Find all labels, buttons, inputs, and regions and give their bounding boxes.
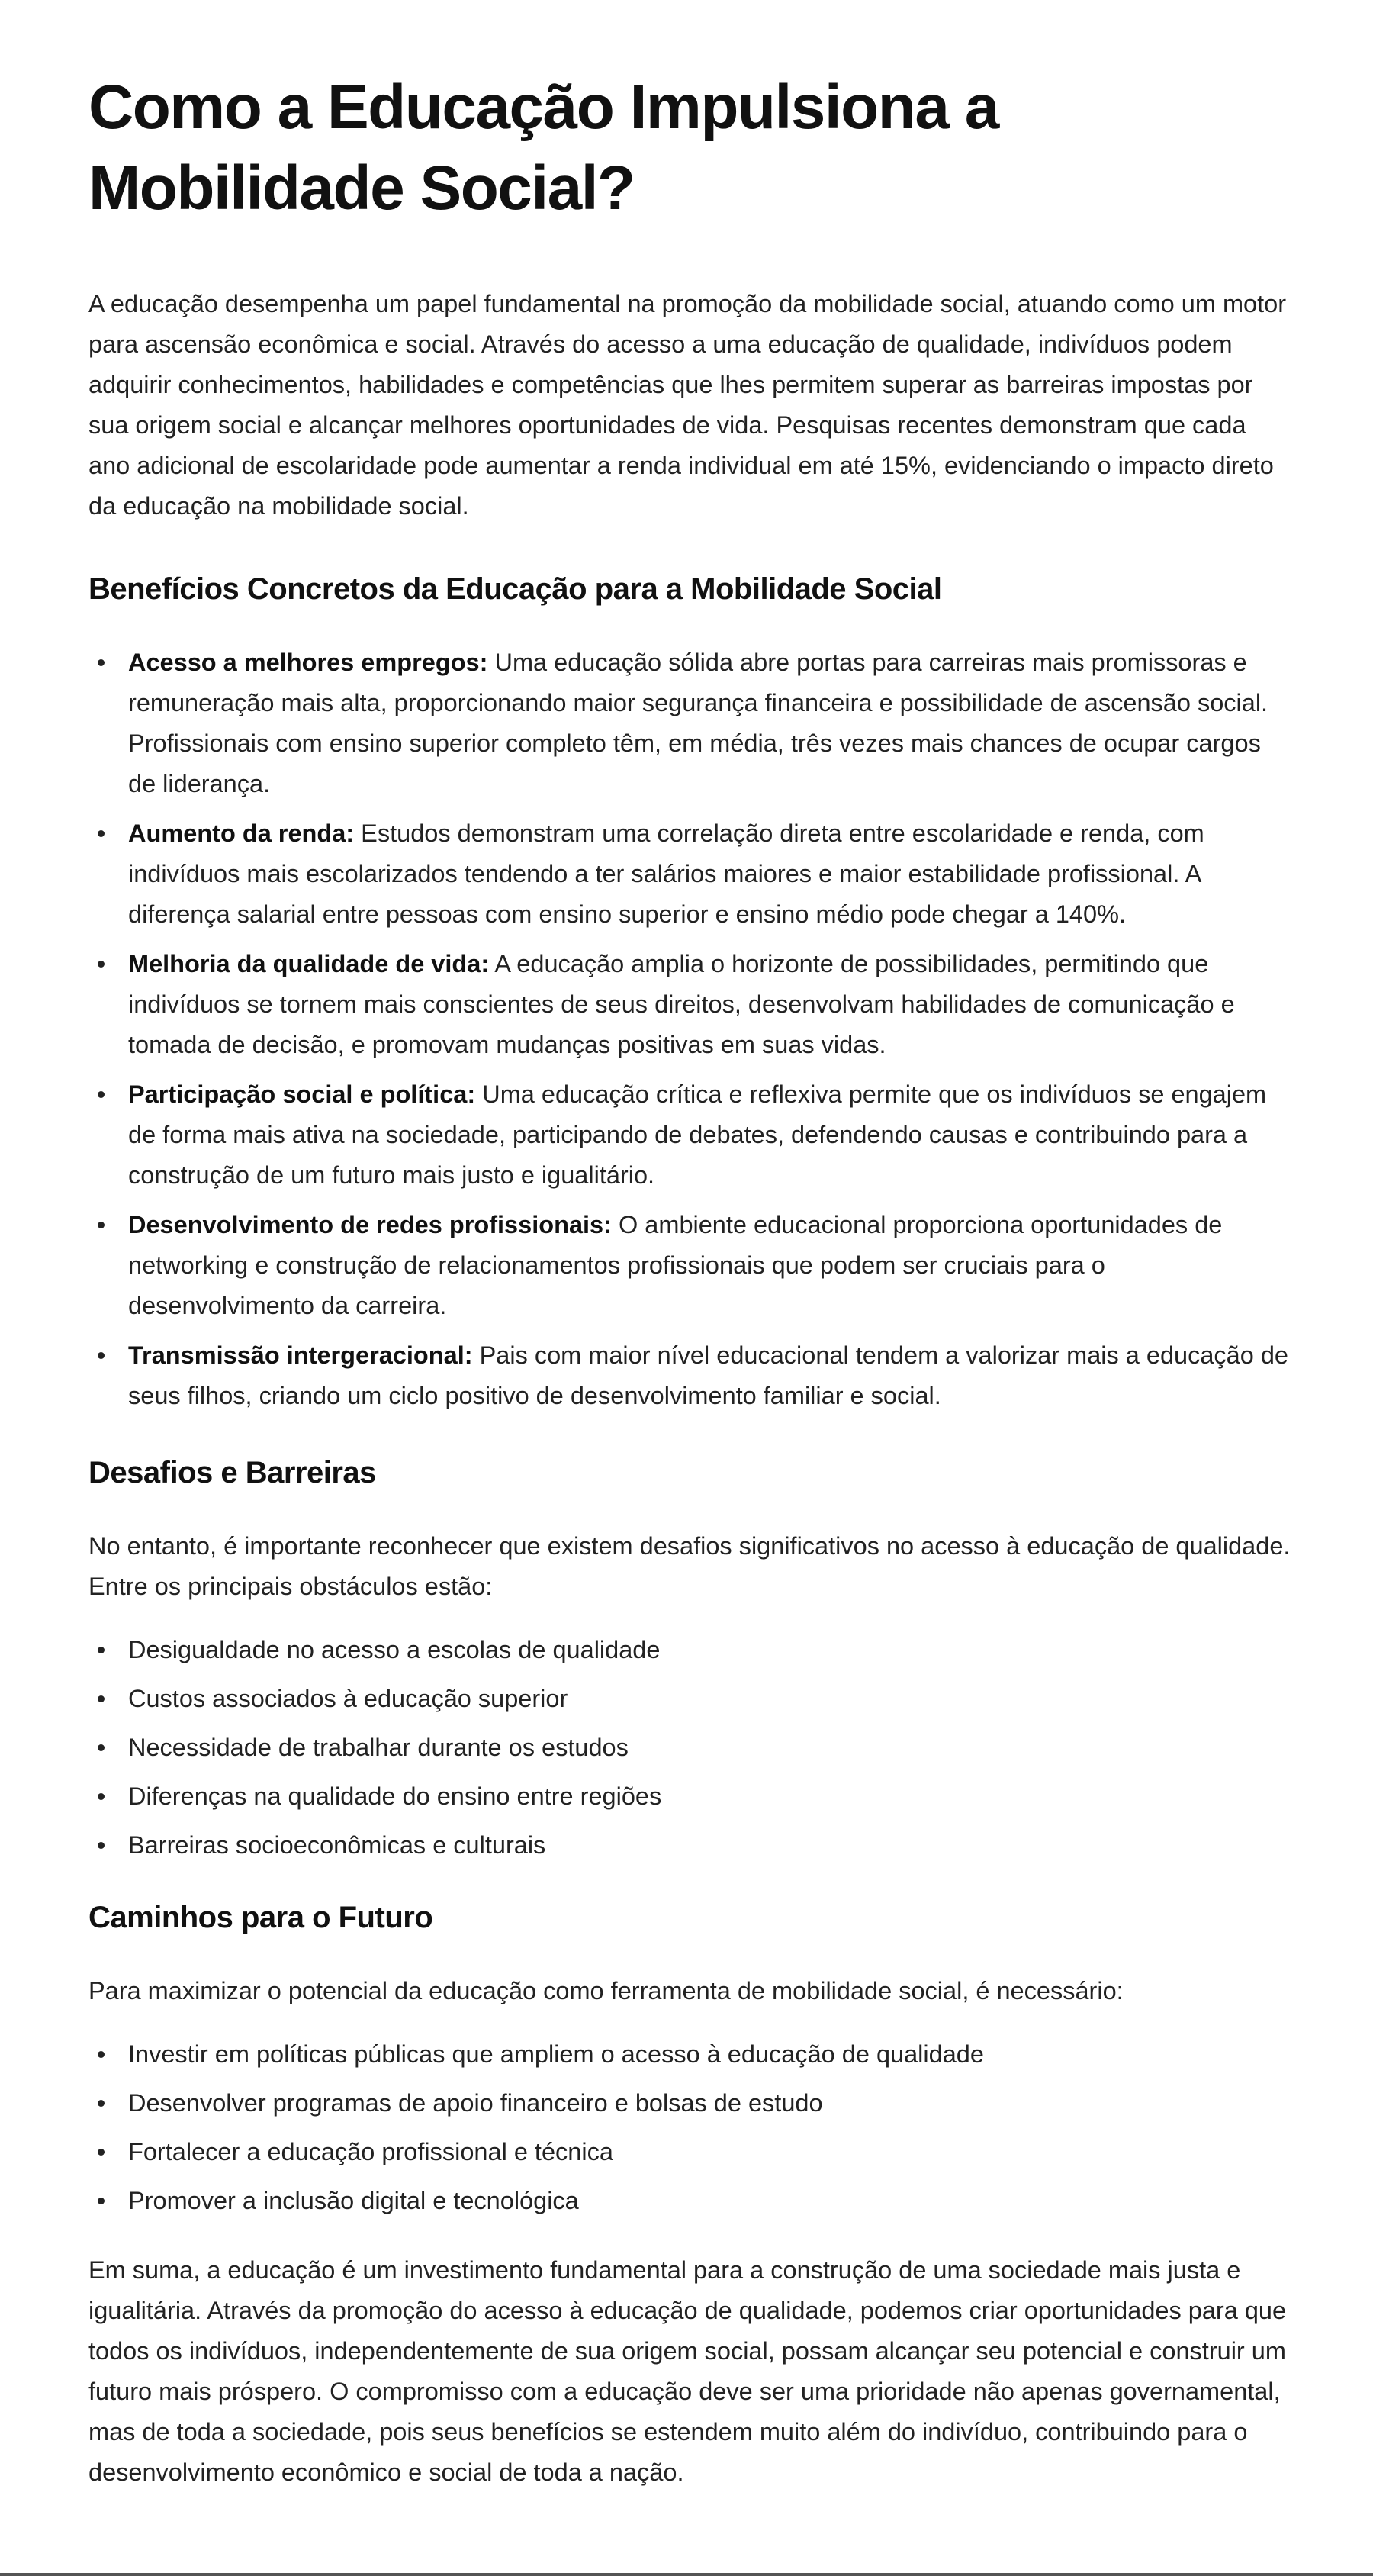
bottom-divider bbox=[0, 2573, 1373, 2576]
challenges-list bbox=[88, 1630, 1294, 1866]
bullet-icon bbox=[98, 961, 105, 968]
bullet-icon bbox=[98, 2051, 105, 2058]
benefit-item bbox=[88, 944, 1294, 1065]
challenge-text: Necessidade de trabalhar durante os estudos bbox=[128, 1734, 629, 1761]
challenge-text: Custos associados à educação superior bbox=[128, 1685, 568, 1712]
challenge-item bbox=[88, 1630, 1294, 1670]
future-text: Fortalecer a educação profissional e técnica bbox=[128, 2138, 613, 2165]
benefit-text: A educação amplia o horizonte de possibilidades, permitindo que indivíduos se tornem mais conscientes de seus direitos, desenvolvam habilidades de comunicação e tomada de decisão, e promovam mudanças positivas em suas vidas. bbox=[128, 950, 1235, 1058]
bullet-icon bbox=[98, 1744, 105, 1751]
challenge-text: Desigualdade no acesso a escolas de qualidade bbox=[128, 1636, 661, 1663]
bullet-icon bbox=[98, 1222, 105, 1228]
bullet-icon bbox=[98, 659, 105, 666]
article bbox=[88, 67, 1294, 2493]
bullet-icon bbox=[98, 1647, 105, 1653]
future-intro: Para maximizar o potencial da educação como ferramenta de mobilidade social, é necessário: bbox=[88, 1977, 1124, 2004]
bullet-icon bbox=[98, 1793, 105, 1800]
challenge-item bbox=[88, 1825, 1294, 1866]
challenges-intro: No entanto, é importante reconhecer que existem desafios significativos no acesso à educação de qualidade. Entre os principais obstáculos estão: bbox=[88, 1532, 1291, 1600]
bullet-icon bbox=[98, 2100, 105, 2107]
benefit-label: Participação social e política: bbox=[128, 1080, 476, 1108]
benefit-text: Uma educação sólida abre portas para carreiras mais promissoras e remuneração mais alta, proporcionando maior segurança financeira e possibilidade de ascensão social. Profissionais com ensino superior completo têm, em média, três vezes mais chances de ocupar cargos de liderança. bbox=[128, 649, 1268, 797]
future-heading: Caminhos para o Futuro bbox=[88, 1901, 433, 1934]
benefit-text: O ambiente educacional proporciona oportunidades de networking e construção de relacionamentos profissionais que podem ser cruciais para o desenvolvimento da carreira. bbox=[128, 1211, 1223, 1319]
bullet-icon bbox=[98, 2198, 105, 2204]
challenge-text: Barreiras socioeconômicas e culturais bbox=[128, 1831, 546, 1859]
bullet-icon bbox=[98, 1091, 105, 1098]
future-text: Promover a inclusão digital e tecnológica bbox=[128, 2187, 579, 2214]
challenges-heading: Desafios e Barreiras bbox=[88, 1456, 376, 1489]
challenge-item bbox=[88, 1728, 1294, 1768]
benefit-label: Melhoria da qualidade de vida: bbox=[128, 950, 490, 977]
benefit-item bbox=[88, 1205, 1294, 1326]
benefit-item bbox=[88, 1074, 1294, 1196]
page-title: Como a Educação Impulsiona a Mobilidade Social? bbox=[88, 72, 998, 223]
benefit-item bbox=[88, 1335, 1294, 1416]
benefits-heading: Benefícios Concretos da Educação para a Mobilidade Social bbox=[88, 572, 942, 606]
bullet-icon bbox=[98, 2149, 105, 2156]
benefit-text: Pais com maior nível educacional tendem a valorizar mais a educação de seus filhos, criando um ciclo positivo de desenvolvimento familiar e social. bbox=[128, 1341, 1288, 1409]
benefit-label: Aumento da renda: bbox=[128, 819, 355, 847]
future-item bbox=[88, 2181, 1294, 2221]
future-list bbox=[88, 2034, 1294, 2221]
future-item bbox=[88, 2132, 1294, 2172]
benefit-label: Acesso a melhores empregos: bbox=[128, 649, 488, 676]
bullet-icon bbox=[98, 1842, 105, 1849]
bullet-icon bbox=[98, 830, 105, 837]
benefit-label: Transmissão intergeracional: bbox=[128, 1341, 473, 1369]
conclusion-paragraph: Em suma, a educação é um investimento fundamental para a construção de uma sociedade mais justa e igualitária. Através da promoção do acesso à educação de qualidade, podemos criar oportunidades para que todos os indivíduos, independentemente de sua origem social, possam alcançar seu potencial e construir um futuro mais próspero. O compromisso com a educação deve ser uma prioridade não apenas governamental, mas de toda a sociedade, pois seus benefícios se estendem muito além do indivíduo, contribuindo para o desenvolvimento econômico e social de toda a nação. bbox=[88, 2256, 1287, 2486]
benefit-label: Desenvolvimento de redes profissionais: bbox=[128, 1211, 612, 1238]
future-item bbox=[88, 2034, 1294, 2075]
challenge-item bbox=[88, 1776, 1294, 1817]
challenge-item bbox=[88, 1679, 1294, 1719]
future-text: Desenvolver programas de apoio financeiro e bolsas de estudo bbox=[128, 2089, 823, 2117]
future-text: Investir em políticas públicas que ampliem o acesso à educação de qualidade bbox=[128, 2040, 984, 2068]
benefit-text: Estudos demonstram uma correlação direta entre escolaridade e renda, com indivíduos mais escolarizados tendendo a ter salários maiores e maior estabilidade profissional. A diferença salarial entre pessoas com ensino superior e ensino médio pode chegar a 140%. bbox=[128, 819, 1204, 928]
benefit-text: Uma educação crítica e reflexiva permite que os indivíduos se engajem de forma mais ativa na sociedade, participando de debates, defendendo causas e contribuindo para a construção de um futuro mais justo e igualitário. bbox=[128, 1080, 1267, 1189]
bullet-icon bbox=[98, 1695, 105, 1702]
future-item bbox=[88, 2083, 1294, 2124]
benefit-item bbox=[88, 642, 1294, 804]
benefits-list bbox=[88, 642, 1294, 1416]
intro-paragraph: A educação desempenha um papel fundamental na promoção da mobilidade social, atuando como um motor para ascensão econômica e social. Através do acesso a uma educação de qualidade, indivíduos podem adquirir conhecimentos, habilidades e competências que lhes permitem superar as barreiras impostas por sua origem social e alcançar melhores oportunidades de vida. Pesquisas recentes demonstram que cada ano adicional de escolaridade pode aumentar a renda individual em até 15%, evidenciando o impacto direto da educação na mobilidade social. bbox=[88, 290, 1287, 520]
bullet-icon bbox=[98, 1352, 105, 1359]
benefit-item bbox=[88, 813, 1294, 935]
challenge-text: Diferenças na qualidade do ensino entre regiões bbox=[128, 1782, 662, 1810]
